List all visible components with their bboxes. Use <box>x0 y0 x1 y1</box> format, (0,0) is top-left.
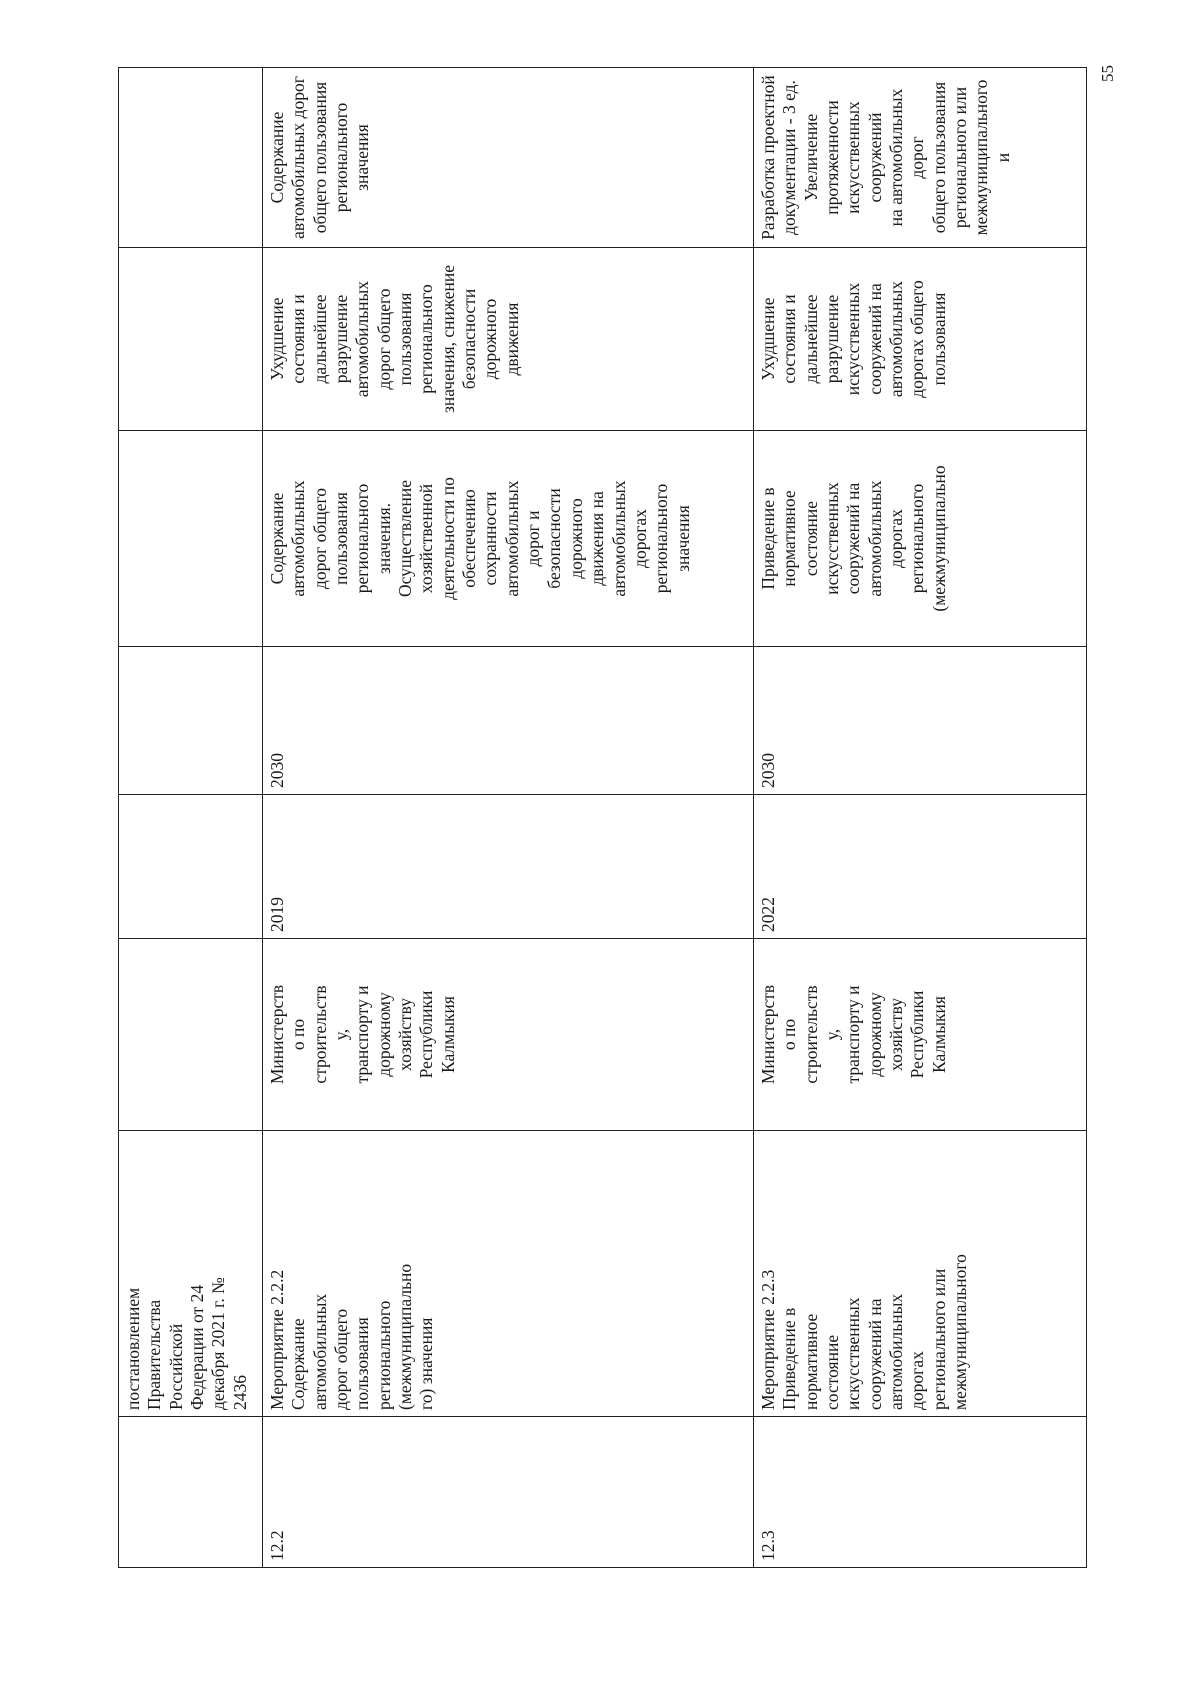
cell-number <box>119 1417 263 1568</box>
consequences: Ухудшение состояния и дальнейшее разрушение искусственных сооружений на автомобильных дорогах общего пользования <box>754 248 1087 431</box>
cell-result <box>119 431 263 647</box>
start-year: 2019 <box>263 795 754 939</box>
row-number: 12.2 <box>263 1417 754 1568</box>
table-row <box>754 68 1087 1568</box>
indicator: Разработка проектной документации - 3 ед. Увеличение протяженности искусственных сооружений на автомобильных дорог общего пользования регионального или межмуниципального и <box>754 68 1087 248</box>
table-row-header-continuation <box>119 68 263 1568</box>
row-number: 12.3 <box>754 1417 1087 1568</box>
expected-result: Приведение в нормативное состояние искусственных сооружений на автомобильных дорогах регионального (межмуниципально <box>754 431 1087 647</box>
indicator: Содержание автомобильных дорог общего пользования регионального значения <box>263 68 754 248</box>
cell-consequences <box>119 248 263 431</box>
table-row <box>263 68 754 1568</box>
executor: Министерств о по строительств у, транспорту и дорожному хозяйству Республики Калмыкия <box>754 939 1087 1131</box>
cell-event: постановлением Правительства Российской Федерации от 24 декабря 2021 г. № 2436 <box>119 1131 263 1417</box>
cell-start-year <box>119 795 263 939</box>
consequences: Ухудшение состояния и дальнейшее разрушение автомобильных дорог общего пользования регионального значения, снижение безопасности дорожного движения <box>263 248 754 431</box>
start-year: 2022 <box>754 795 1087 939</box>
cell-executor <box>119 939 263 1131</box>
rotated-page-content <box>118 68 1086 1568</box>
end-year: 2030 <box>754 647 1087 795</box>
event-description: Мероприятие 2.2.2 Содержание автомобильных дорог общего пользования регионального (межмуниципально го) значения <box>263 1131 754 1417</box>
event-description: Мероприятие 2.2.3 Приведение в нормативное состояние искусственных сооружений на автомобильных дорогах регионального или межмуниципального <box>754 1131 1087 1417</box>
expected-result: Содержание автомобильных дорог общего пользования регионального значения. Осуществление хозяйственной деятельности по обеспечению сохранности автомобильных дорог и безопасности дорожного движения на автомобильных дорогах регионального значения <box>263 431 754 647</box>
measures-table <box>118 67 1087 1568</box>
executor: Министерств о по строительств у, транспорту и дорожному хозяйству Республики Калмыкия <box>263 939 754 1131</box>
page-number: 55 <box>1098 65 1117 82</box>
cell-indicator <box>119 68 263 248</box>
cell-end-year <box>119 647 263 795</box>
end-year: 2030 <box>263 647 754 795</box>
